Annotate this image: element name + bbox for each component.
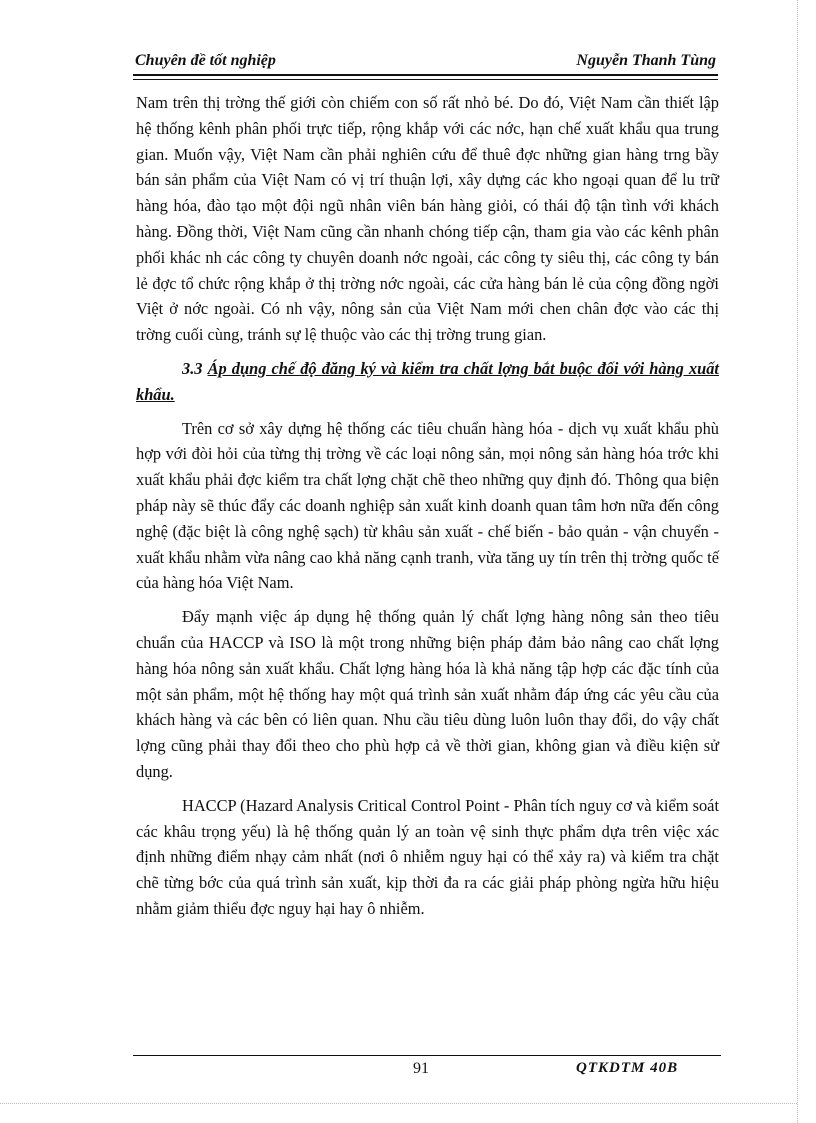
body-text bbox=[136, 90, 719, 930]
paragraph: Trên cơ sở xây dựng hệ thống các tiêu chuẩn hàng hóa - dịch vụ xuất khẩu phù hợp với đòi hỏi của từng thị trờng về các loại nông sản, mọi nông sản hàng hóa trớc khi xuất khẩu phải đợc kiểm tra chất lợng chặt chẽ theo những quy định đó. Thông qua biện pháp này sẽ thúc đẩy các doanh nghiệp sản xuất kinh doanh quan tâm hơn nữa đến công nghệ (đặc biệt là công nghệ sạch) từ khâu sản xuất - chế biến - bảo quản - vận chuyển - xuất khẩu nhằm vừa nâng cao khả năng cạnh tranh, vừa tăng uy tín trên thị trờng quốc tế của hàng hóa Việt Nam. bbox=[136, 418, 719, 593]
page-number: 91 bbox=[413, 1060, 429, 1077]
section-title: Áp dụng chế độ đăng ký và kiểm tra chất lợng bắt buộc đối với hàng xuất khẩu. bbox=[136, 358, 719, 404]
margin-guide-bottom bbox=[0, 1103, 797, 1104]
footer-rule bbox=[133, 1055, 721, 1056]
header-rule-thick bbox=[133, 74, 718, 76]
header-author: Nguyễn Thanh Tùng bbox=[576, 52, 716, 69]
section-heading bbox=[136, 356, 719, 408]
paragraph-continuation: Nam trên thị trờng thế giới còn chiếm con số rất nhỏ bé. Do đó, Việt Nam cần thiết lập hệ thống kênh phân phối trực tiếp, rộng khắp với các nớc, hạn chế xuất khẩu qua trung gian. Muốn vậy, Việt Nam cần phải nghiên cứu để thuê đợc những gian hàng trng bầy bán sản phẩm của Việt Nam có vị trí thuận lợi, xây dựng các kho ngoại quan để lu trữ hàng hóa, đào tạo một đội ngũ nhân viên bán hàng giỏi, có thái độ tận tình với khách hàng. Đồng thời, Việt Nam cũng cần nhanh chóng tiếp cận, tham gia vào các kênh phân phối khác nh các công ty chuyên doanh nớc ngoài, các công ty siêu thị, các công ty bán lẻ đợc tổ chức rộng khắp ở thị trờng nớc ngoài, các cửa hàng bán lẻ của cộng đồng ngời Việt ở nớc ngoài. Có nh vậy, nông sản của Việt Nam mới chen chân đợc vào các thị trờng cuối cùng, tránh sự lệ thuộc vào các thị trờng trung gian. bbox=[136, 93, 719, 345]
header-rule-thin bbox=[133, 79, 718, 80]
page-header bbox=[133, 48, 718, 76]
section-number: 3.3 bbox=[182, 358, 208, 378]
footer-class-code: QTKDTM 40B bbox=[576, 1060, 679, 1076]
paragraph: Đẩy mạnh việc áp dụng hệ thống quản lý chất lợng hàng nông sản theo tiêu chuẩn của HACCP và ISO là một trong những biện pháp đảm bảo nâng cao chất lợng hàng hóa nông sản xuất khẩu. Chất lợng hàng hóa là khả năng tập hợp các đặc tính của một sản phẩm, một hệ thống hay một quá trình sản xuất nhằm đáp ứng các yêu cầu của khách hàng và các bên có liên quan. Nhu cầu tiêu dùng luôn luôn thay đổi, do vậy chất lợng cũng phải thay đổi theo cho phù hợp cả về thời gian, không gian và điều kiện sử dụng. bbox=[136, 607, 719, 781]
margin-guide-right bbox=[797, 0, 798, 1123]
header-left-title: Chuyên đề tốt nghiệp bbox=[135, 52, 276, 69]
paragraph: HACCP (Hazard Analysis Critical Control Point - Phân tích nguy cơ và kiểm soát các khâu trọng yếu) là hệ thống quản lý an toàn vệ sinh thực phẩm dựa trên việc xác định những điểm nhạy cảm nhất (nơi ô nhiễm nguy hại có thể xảy ra) và kiểm tra chặt chẽ từng bớc của quá trình sản xuất, kịp thời đa ra các giải pháp phòng ngừa hữu hiệu nhằm giảm thiểu đợc nguy hại hay ô nhiễm. bbox=[136, 795, 719, 918]
